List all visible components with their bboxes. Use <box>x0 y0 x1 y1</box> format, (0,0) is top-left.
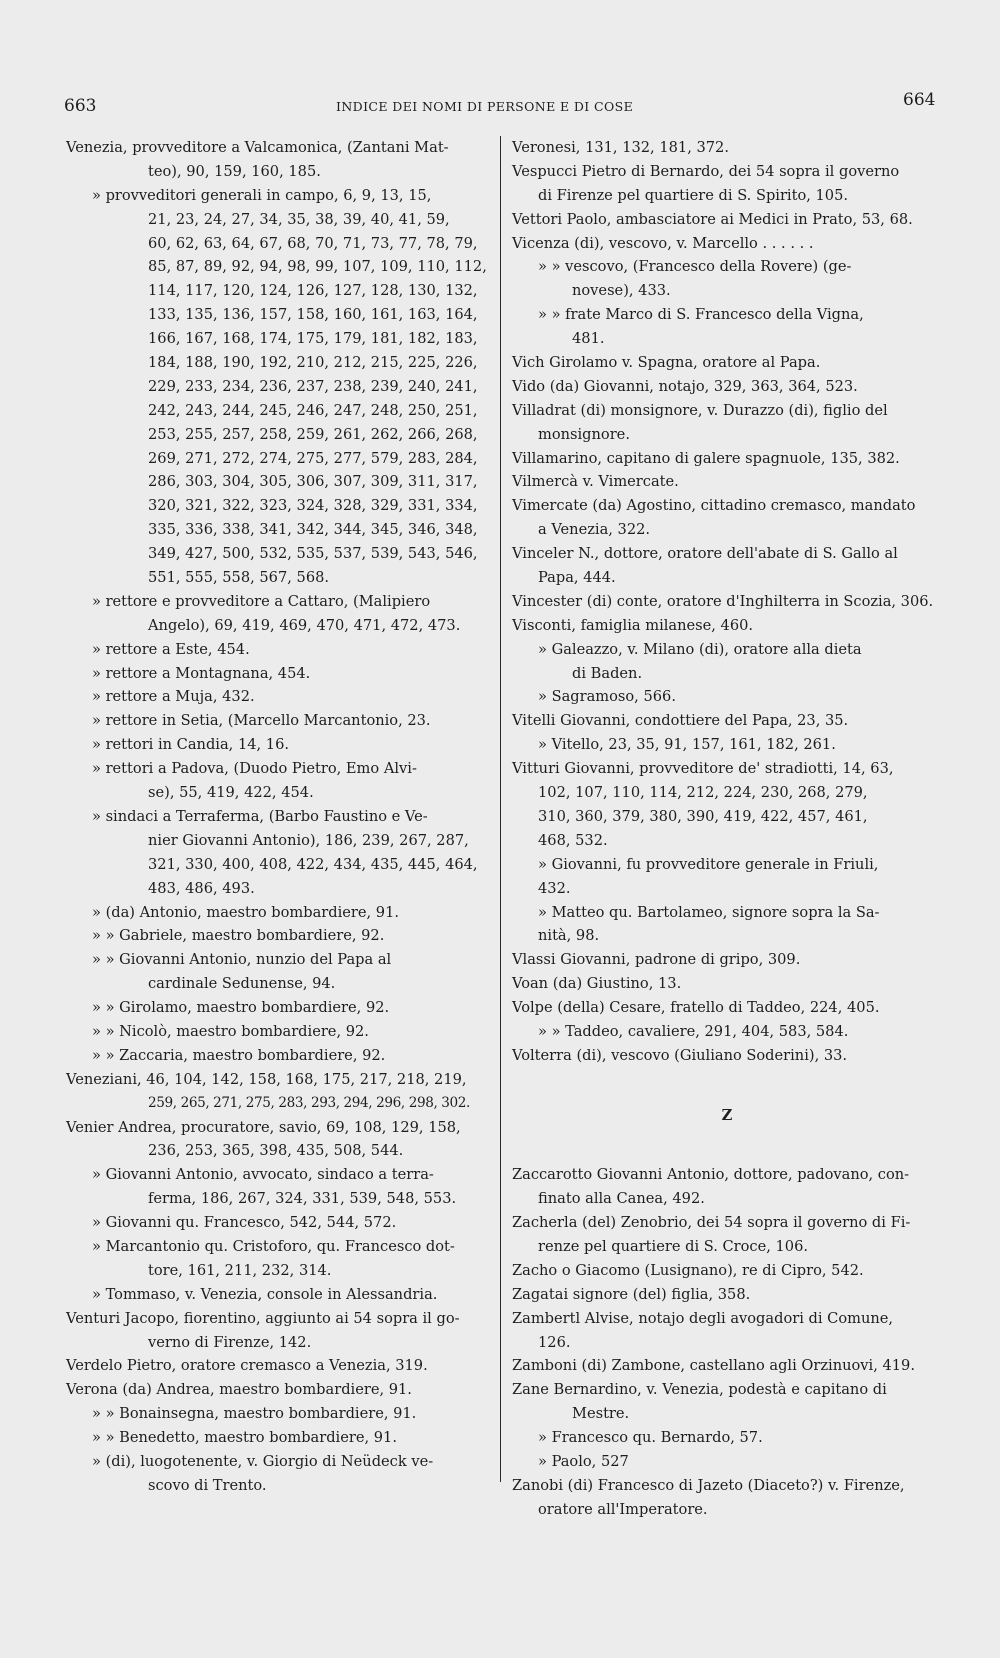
index-entry: Vido (da) Giovanni, notajo, 329, 363, 364, 523. <box>512 377 858 395</box>
index-entry-continuation: » (da) Antonio, maestro bombardiere, 91. <box>92 903 400 921</box>
index-entry: Zacherla (del) Zenobrio, dei 54 sopra il governo di Fi- <box>512 1214 911 1232</box>
index-entry: Vitturi Giovanni, provveditore de' stradiotti, 14, 63, <box>512 760 894 778</box>
index-entry-continuation: 310, 360, 379, 380, 390, 419, 422, 457, 461, <box>538 807 868 825</box>
index-entry-continuation: 253, 255, 257, 258, 259, 261, 262, 266, 268, <box>148 425 478 443</box>
index-entry-continuation: 286, 303, 304, 305, 306, 307, 309, 311, 317, <box>148 473 478 491</box>
index-entry-continuation: » » Giovanni Antonio, nunzio del Papa al <box>92 951 392 969</box>
index-entry: Zambertl Alvise, notajo degli avogadori di Comune, <box>512 1309 894 1327</box>
index-entry-continuation: » (di), luogotenente, v. Giorgio di Neüdeck ve- <box>92 1452 434 1470</box>
index-entry: Villamarino, capitano di galere spagnuole, 135, 382. <box>512 449 900 467</box>
index-entry-continuation: 432. <box>538 879 571 897</box>
index-entry-continuation: tore, 161, 211, 232, 314. <box>148 1261 332 1279</box>
index-entry-continuation: » Francesco qu. Bernardo, 57. <box>538 1429 763 1447</box>
index-entry-continuation: 85, 87, 89, 92, 94, 98, 99, 107, 109, 110, 112, <box>148 258 487 276</box>
index-entry-continuation: 166, 167, 168, 174, 175, 179, 181, 182, 183, <box>148 330 478 348</box>
index-entry-continuation: » » Nicolò, maestro bombardiere, 92. <box>92 1022 369 1040</box>
index-entry-continuation: 236, 253, 365, 398, 435, 508, 544. <box>148 1142 404 1160</box>
index-entry-continuation: » rettore e provveditore a Cattaro, (Malipiero <box>92 592 431 610</box>
index-entry-continuation: 481. <box>572 330 605 348</box>
index-entry: Vitelli Giovanni, condottiere del Papa, 23, 35. <box>512 712 849 730</box>
index-entry: Voan (da) Giustino, 13. <box>512 975 682 993</box>
index-entry: Vimercate (da) Agostino, cittadino cremasco, mandato <box>512 497 916 515</box>
index-entry-continuation: se), 55, 419, 422, 454. <box>148 784 314 802</box>
column-divider <box>500 136 501 1482</box>
index-entry: Vettori Paolo, ambasciatore ai Medici in Prato, 53, 68. <box>512 210 913 228</box>
section-letter-heading: Z <box>721 1106 733 1124</box>
index-entry: Vespucci Pietro di Bernardo, dei 54 sopra il governo <box>512 162 900 180</box>
index-entry-continuation: » rettori in Candia, 14, 16. <box>92 736 289 754</box>
index-entry-continuation: 468, 532. <box>538 831 608 849</box>
index-entry-continuation: » Giovanni qu. Francesco, 542, 544, 572. <box>92 1214 397 1232</box>
index-entry-continuation: novese), 433. <box>572 282 671 300</box>
index-entry-continuation: » Marcantonio qu. Cristoforo, qu. Francesco dot- <box>92 1237 455 1255</box>
index-entry: Zamboni (di) Zambone, castellano agli Orzinuovi, 419. <box>512 1357 915 1375</box>
index-entry-continuation: 349, 427, 500, 532, 535, 537, 539, 543, 546, <box>148 545 478 563</box>
page-number-right: 664 <box>903 90 936 110</box>
index-entry-continuation: 133, 135, 136, 157, 158, 160, 161, 163, 164, <box>148 306 478 324</box>
index-entry-continuation: » » Benedetto, maestro bombardiere, 91. <box>92 1429 397 1447</box>
index-entry-continuation: » Tommaso, v. Venezia, console in Alessandria. <box>92 1285 438 1303</box>
index-entry-continuation: verno di Firenze, 142. <box>148 1333 312 1351</box>
index-entry-continuation: 21, 23, 24, 27, 34, 35, 38, 39, 40, 41, 59, <box>148 210 450 228</box>
index-entry-continuation: nier Giovanni Antonio), 186, 239, 267, 287, <box>148 831 469 849</box>
index-entry: Vilmercà v. Vimercate. <box>512 473 679 491</box>
index-entry-continuation: » rettori a Padova, (Duodo Pietro, Emo Alvi- <box>92 760 417 778</box>
index-entry-continuation: 320, 321, 322, 323, 324, 328, 329, 331, 334, <box>148 497 478 515</box>
index-entry-continuation: 102, 107, 110, 114, 212, 224, 230, 268, 279, <box>538 784 868 802</box>
index-entry: Venezia, provveditore a Valcamonica, (Zantani Mat- <box>66 139 449 156</box>
index-entry-continuation: » Giovanni Antonio, avvocato, sindaco a terra- <box>92 1166 434 1184</box>
index-entry: Zagatai signore (del) figlia, 358. <box>512 1285 751 1303</box>
index-entry-continuation: 335, 336, 338, 341, 342, 344, 345, 346, 348, <box>148 521 478 539</box>
index-entry-continuation: » Matteo qu. Bartolameo, signore sopra la Sa- <box>538 903 880 921</box>
index-entry-continuation: » » vescovo, (Francesco della Rovere) (ge- <box>538 258 852 276</box>
index-entry-continuation: » » frate Marco di S. Francesco della Vigna, <box>538 306 864 324</box>
index-entry-continuation: 242, 243, 244, 245, 246, 247, 248, 250, 251, <box>148 401 478 419</box>
index-entry-continuation: Angelo), 69, 419, 469, 470, 471, 472, 473. <box>148 616 461 634</box>
running-title: INDICE DEI NOMI DI PERSONE E DI COSE <box>336 99 634 114</box>
section-spacer <box>512 1139 942 1163</box>
index-entry-continuation: cardinale Sedunense, 94. <box>148 975 336 993</box>
index-entry-continuation: scovo di Trento. <box>148 1476 267 1494</box>
index-entry-continuation: teo), 90, 159, 160, 185. <box>148 162 321 180</box>
index-entry: Visconti, famiglia milanese, 460. <box>512 616 754 634</box>
index-entry-continuation: di Firenze pel quartiere di S. Spirito, 105. <box>538 186 849 204</box>
index-entry-continuation: » Vitello, 23, 35, 91, 157, 161, 182, 261. <box>538 736 836 754</box>
index-entry: Venier Andrea, procuratore, savio, 69, 108, 129, 158, <box>66 1118 461 1136</box>
index-entry: Vinceler N., dottore, oratore dell'abate di S. Gallo al <box>512 545 898 563</box>
index-entry-continuation: 184, 188, 190, 192, 210, 212, 215, 225, 226, <box>148 354 478 372</box>
index-entry: Venturi Jacopo, fiorentino, aggiunto ai 54 sopra il go- <box>66 1309 460 1327</box>
index-entry: Zaccarotto Giovanni Antonio, dottore, padovano, con- <box>512 1166 910 1184</box>
index-entry: Zanobi (di) Francesco di Jazeto (Diaceto?) v. Firenze, <box>512 1476 905 1494</box>
index-entry-continuation: » rettore in Setia, (Marcello Marcantonio, 23. <box>92 712 431 730</box>
index-entry-continuation: » rettore a Este, 454. <box>92 640 250 658</box>
index-entry-continuation: » » Zaccaria, maestro bombardiere, 92. <box>92 1046 386 1064</box>
index-entry-continuation: » Paolo, 527 <box>538 1453 629 1470</box>
index-entry: Volpe (della) Cesare, fratello di Taddeo, 224, 405. <box>512 999 880 1017</box>
index-entry: Veneziani, 46, 104, 142, 158, 168, 175, 217, 218, 219, <box>66 1070 467 1088</box>
index-entry: Vincester (di) conte, oratore d'Inghilterra in Scozia, 306. <box>512 592 934 610</box>
index-entry: Zane Bernardino, v. Venezia, podestà e capitano di <box>512 1381 887 1399</box>
index-entry: Verona (da) Andrea, maestro bombardiere, 91. <box>66 1381 412 1399</box>
index-entry-continuation: » rettore a Montagnana, 454. <box>92 664 311 682</box>
index-entry-continuation: 483, 486, 493. <box>148 879 255 897</box>
index-entry-continuation: 551, 555, 558, 567, 568. <box>148 569 330 587</box>
index-entry-continuation: » Sagramoso, 566. <box>538 688 676 706</box>
index-column-right <box>512 136 942 1522</box>
index-entry: Vich Girolamo v. Spagna, oratore al Papa. <box>512 354 821 372</box>
page-number-left: 663 <box>64 96 97 116</box>
index-entry-continuation: » rettore a Muja, 432. <box>92 688 255 706</box>
index-entry-continuation: renze pel quartiere di S. Croce, 106. <box>538 1237 809 1255</box>
index-entry-continuation: » » Bonainsegna, maestro bombardiere, 91. <box>92 1405 417 1423</box>
index-entry-continuation: ferma, 186, 267, 324, 331, 539, 548, 553. <box>148 1190 457 1208</box>
index-entry: Zacho o Giacomo (Lusignano), re di Cipro, 542. <box>512 1261 864 1279</box>
section-spacer <box>512 1068 942 1092</box>
index-entry-continuation: » Giovanni, fu provveditore generale in Friuli, <box>538 855 879 873</box>
index-entry: Verdelo Pietro, oratore cremasco a Venezia, 319. <box>66 1357 428 1375</box>
index-entry-continuation: 259, 265, 271, 275, 283, 293, 294, 296, 298, 302. <box>148 1094 470 1111</box>
index-entry-continuation: di Baden. <box>572 664 643 682</box>
index-column-left <box>66 136 492 1498</box>
index-entry-continuation: finato alla Canea, 492. <box>538 1190 705 1208</box>
index-entry-continuation: 229, 233, 234, 236, 237, 238, 239, 240, 241, <box>148 377 478 395</box>
index-entry-continuation: Mestre. <box>572 1405 630 1423</box>
index-entry-continuation: a Venezia, 322. <box>538 521 651 539</box>
index-entry-continuation: » » Girolamo, maestro bombardiere, 92. <box>92 999 390 1017</box>
index-entry-continuation: » » Taddeo, cavaliere, 291, 404, 583, 584. <box>538 1022 849 1040</box>
index-entry-continuation: 114, 117, 120, 124, 126, 127, 128, 130, 132, <box>148 282 478 300</box>
index-entry: Villadrat (di) monsignore, v. Durazzo (di), figlio del <box>512 401 888 419</box>
index-entry-continuation: Papa, 444. <box>538 569 616 587</box>
index-entry-continuation: » » Gabriele, maestro bombardiere, 92. <box>92 927 385 945</box>
index-entry: Volterra (di), vescovo (Giuliano Soderini), 33. <box>512 1046 848 1064</box>
index-entry: Veronesi, 131, 132, 181, 372. <box>512 139 729 156</box>
index-entry-continuation: nità, 98. <box>538 927 600 945</box>
index-entry-continuation: oratore all'Imperatore. <box>538 1500 708 1518</box>
index-entry: Vicenza (di), vescovo, v. Marcello . . . . . . <box>512 234 814 252</box>
index-entry-continuation: » sindaci a Terraferma, (Barbo Faustino e Ve- <box>92 807 428 825</box>
index-entry-continuation: 60, 62, 63, 64, 67, 68, 70, 71, 73, 77, 78, 79, <box>148 234 478 252</box>
index-entry-continuation: 126. <box>538 1333 571 1351</box>
index-entry-continuation: 269, 271, 272, 274, 275, 277, 579, 283, 284, <box>148 449 478 467</box>
index-entry-continuation: » provveditori generali in campo, 6, 9, 13, 15, <box>92 186 432 204</box>
index-entry-continuation: monsignore. <box>538 425 630 443</box>
index-entry: Vlassi Giovanni, padrone di gripo, 309. <box>512 951 801 969</box>
index-entry-continuation: » Galeazzo, v. Milano (di), oratore alla dieta <box>538 640 862 658</box>
index-entry-continuation: 321, 330, 400, 408, 422, 434, 435, 445, 464, <box>148 855 478 873</box>
